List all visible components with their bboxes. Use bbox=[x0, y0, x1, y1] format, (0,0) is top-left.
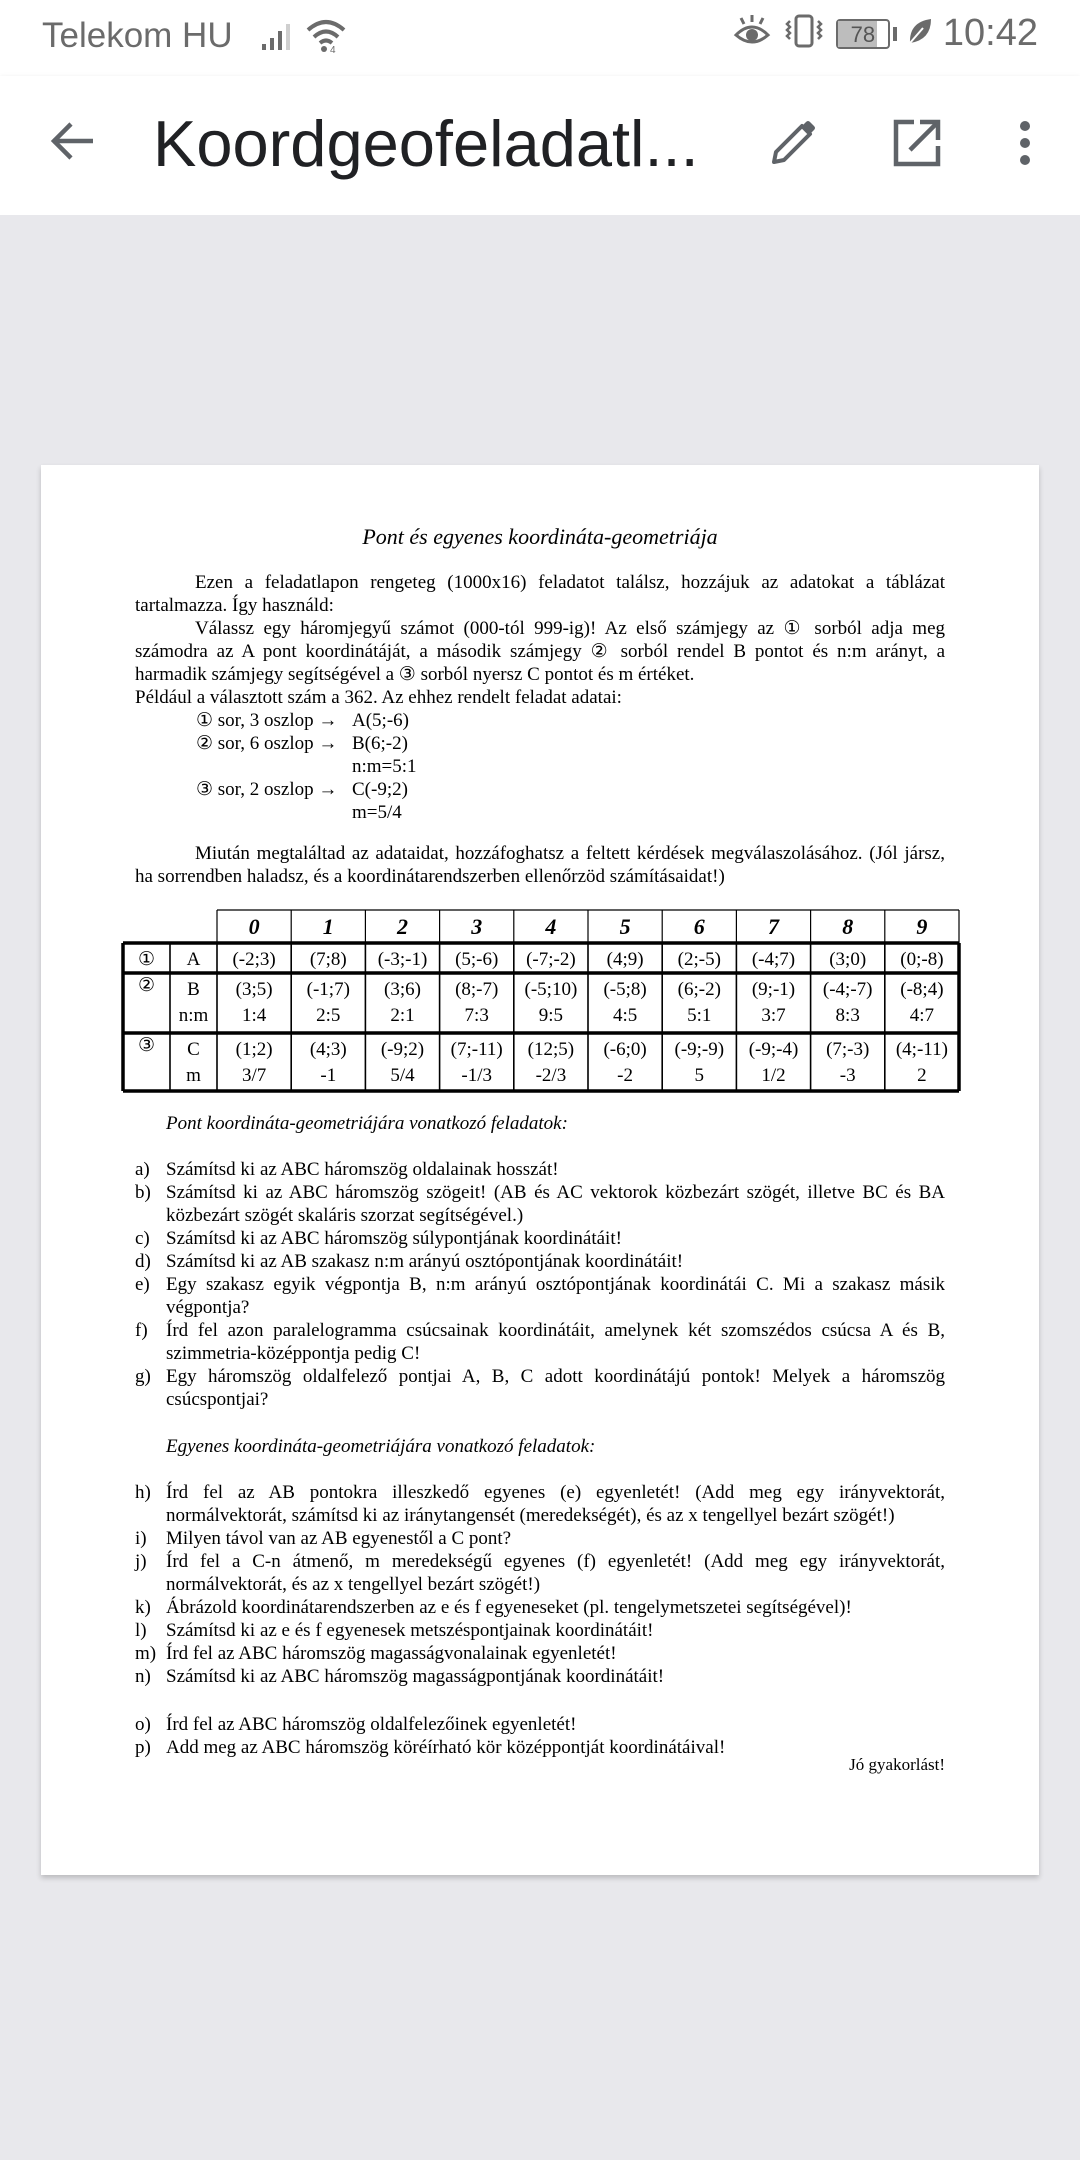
task-text: Számítsd ki az ABC háromszög magasságpontjának koordinátáit! bbox=[166, 1666, 665, 1687]
task-text: Írd fel az ABC háromszög oldalfelezőinek egyenletét! bbox=[166, 1714, 577, 1735]
task-item bbox=[135, 1527, 945, 1550]
table-cell: 8:3 bbox=[835, 1005, 860, 1026]
task-item bbox=[135, 1181, 945, 1227]
task-label: n) bbox=[135, 1666, 151, 1687]
row-marker: ② bbox=[137, 975, 156, 996]
task-text: Számítsd ki az ABC háromszög súlypontjának koordinátáit! bbox=[166, 1228, 622, 1249]
example-list bbox=[196, 709, 417, 824]
table-cell: 2 bbox=[917, 1065, 927, 1086]
task-text: Add meg az ABC háromszög köréírható kör középpontját koordinátáival! bbox=[166, 1737, 726, 1758]
table-cell: (-4;7) bbox=[751, 949, 796, 970]
task-text: Ábrázold koordinátarendszerben az e és f egyeneseket (pl. tengelymetszetei segítségével)! bbox=[166, 1597, 852, 1618]
task-list-extra bbox=[135, 1713, 945, 1759]
table-cell: (7;-11) bbox=[450, 1039, 503, 1060]
table-cell: (-9;-9) bbox=[674, 1039, 725, 1060]
task-text: Számítsd ki az ABC háromszög szögeit! (AB és AC vektorok közbezárt szögét, illetve BC és BA közbezárt szögét skaláris szorzat segítségével.) bbox=[166, 1182, 945, 1226]
task-item bbox=[135, 1736, 945, 1759]
task-label: l) bbox=[135, 1620, 147, 1641]
task-label: f) bbox=[135, 1320, 148, 1341]
status-icons bbox=[732, 12, 1038, 55]
table-cell: (-9;2) bbox=[380, 1039, 425, 1060]
task-label: k) bbox=[135, 1597, 151, 1618]
battery-icon bbox=[836, 19, 897, 49]
column-header: 1 bbox=[322, 914, 334, 939]
example-line: ① sor, 3 oszlop → A(5;-6) bbox=[196, 710, 409, 731]
table-cell: 5:1 bbox=[687, 1005, 712, 1026]
column-header: 2 bbox=[397, 914, 408, 939]
table-cell: 3:7 bbox=[761, 1005, 786, 1026]
table-cell: (-7;-2) bbox=[526, 949, 576, 970]
closing-note: Jó gyakorlást! bbox=[849, 1755, 945, 1774]
task-text: Írd fel azon paralelogramma csúcsainak koordinátáit, amelynek két szomszédos csúcsa A és B, szimmetria-középpontja pedig C! bbox=[166, 1320, 945, 1364]
open-in-new-icon bbox=[892, 118, 942, 173]
task-label: d) bbox=[135, 1251, 151, 1272]
carrier-name: Telekom HU bbox=[42, 16, 233, 55]
example-line: m=5/4 bbox=[352, 802, 402, 823]
task-item bbox=[135, 1713, 945, 1736]
table-cell: 5/4 bbox=[390, 1065, 415, 1086]
task-label: g) bbox=[135, 1366, 151, 1387]
table-cell: (3;6) bbox=[384, 979, 421, 1000]
table-cell: (5;-6) bbox=[455, 949, 499, 970]
task-item bbox=[135, 1642, 945, 1665]
table-cell: 1:4 bbox=[241, 1005, 267, 1026]
task-label: h) bbox=[135, 1482, 151, 1503]
intro-paragraph-1: Ezen a feladatlapon rengeteg (1000x16) feladatot találsz, hozzájuk az adatokat a táblázat tartalmazza. Így használd: bbox=[135, 572, 945, 616]
task-label: p) bbox=[135, 1737, 151, 1758]
task-item bbox=[135, 1250, 945, 1273]
row-marker: ① bbox=[137, 949, 156, 970]
table-cell: 2:1 bbox=[390, 1005, 415, 1026]
task-label: e) bbox=[135, 1274, 150, 1295]
instructions-paragraph: Miután megtaláltad az adataidat, hozzáfoghatsz a feltett kérdések megválaszolásához. (Jól jársz, ha sorrendben haladsz, és a koordinátarendszerben ellenőrzöd számításaidat!) bbox=[135, 843, 945, 887]
battery-level: 78 bbox=[850, 21, 876, 47]
task-text: Írd fel a C-n átmenő, m meredekségű egyenes (f) egyenletét! (Add meg egy irányvektorát, normálvektorát, és az x tengellyel bezárt szögét!) bbox=[166, 1551, 945, 1595]
task-item bbox=[135, 1319, 945, 1365]
document-title: Koordgeofeladatl... bbox=[153, 107, 699, 180]
vibrate-icon bbox=[782, 13, 826, 54]
task-text: Egy szakasz egyik végpontja B, n:m arányú osztópontjának koordinátái C. Mi a szakasz másik végpontja? bbox=[166, 1274, 945, 1318]
power-saving-leaf-icon bbox=[907, 16, 933, 51]
column-header: 9 bbox=[916, 914, 928, 939]
table-cell: 1/2 bbox=[761, 1065, 786, 1086]
column-header: 0 bbox=[248, 914, 260, 939]
task-text: Milyen távol van az AB egyenestől a C pont? bbox=[166, 1528, 512, 1549]
row-label: n:m bbox=[178, 1005, 209, 1026]
example-line: ③ sor, 2 oszlop → C(-9;2) bbox=[196, 779, 408, 800]
table-cell: (-6;0) bbox=[603, 1039, 647, 1060]
task-label: b) bbox=[135, 1182, 151, 1203]
task-item bbox=[135, 1665, 945, 1688]
eye-comfort-icon bbox=[732, 13, 772, 54]
table-cell: 2:5 bbox=[316, 1005, 341, 1026]
clock: 10:42 bbox=[942, 12, 1038, 54]
table-cell: (4;-11) bbox=[895, 1039, 948, 1060]
edit-button[interactable] bbox=[760, 112, 826, 178]
more-vert-icon bbox=[1018, 120, 1032, 171]
table-cell: (9;-1) bbox=[751, 979, 796, 1000]
status-bar bbox=[0, 0, 1080, 76]
table-cell: (-5;8) bbox=[603, 979, 647, 1000]
table-cell: (-8;4) bbox=[900, 979, 944, 1000]
task-text: Egy háromszög oldalfelező pontjai A, B, C adott koordinátájú pontok! Melyek a háromszög csúcspontjai? bbox=[166, 1366, 945, 1410]
table-cell: (3;0) bbox=[829, 949, 867, 970]
task-list-line bbox=[135, 1481, 945, 1688]
table-cell: (8;-7) bbox=[455, 979, 499, 1000]
more-options-button[interactable] bbox=[1000, 112, 1050, 178]
table-cell: 4:7 bbox=[909, 1005, 935, 1026]
table-cell: -1/3 bbox=[461, 1065, 493, 1086]
task-label: a) bbox=[135, 1159, 150, 1180]
task-item bbox=[135, 1273, 945, 1319]
document-page[interactable] bbox=[41, 465, 1039, 1875]
open-with-button[interactable] bbox=[884, 112, 950, 178]
task-list-point bbox=[135, 1158, 945, 1411]
table-cell: (4;3) bbox=[309, 1039, 347, 1060]
table-cell: 3/7 bbox=[241, 1065, 267, 1086]
table-cell: (2;-5) bbox=[677, 949, 721, 970]
task-text: Számítsd ki az AB szakasz n:m arányú osztópontjának koordinátáit! bbox=[166, 1251, 684, 1272]
table-cell: 7:3 bbox=[464, 1005, 489, 1026]
table-cell: (4;9) bbox=[606, 949, 644, 970]
task-item bbox=[135, 1227, 945, 1250]
task-item bbox=[135, 1619, 945, 1642]
task-item bbox=[135, 1596, 945, 1619]
task-item bbox=[135, 1365, 945, 1411]
row-label: A bbox=[186, 949, 201, 970]
table-cell: (-4;-7) bbox=[822, 979, 873, 1000]
table-cell: (-9;-4) bbox=[748, 1039, 799, 1060]
section-title-line: Egyenes koordináta-geometriájára vonatkozó feladatok: bbox=[166, 1436, 596, 1457]
table-cell: -3 bbox=[839, 1065, 856, 1086]
data-table bbox=[123, 908, 963, 1086]
app-bar bbox=[0, 76, 1080, 215]
table-cell: -1 bbox=[320, 1065, 337, 1086]
wifi-icon bbox=[305, 18, 347, 59]
document-heading: Pont és egyenes koordináta-geometriája bbox=[362, 524, 718, 549]
example-line: ② sor, 6 oszlop → B(6;-2) bbox=[196, 733, 408, 754]
intro-paragraph-3: Például a választott szám a 362. Az ehhez rendelt feladat adatai: bbox=[135, 687, 622, 708]
column-header: 5 bbox=[619, 914, 631, 939]
row-marker: ③ bbox=[137, 1035, 156, 1056]
task-item bbox=[135, 1158, 945, 1181]
table-cell: (-3;-1) bbox=[377, 949, 428, 970]
row-label: C bbox=[187, 1039, 200, 1060]
table-cell: (-5;10) bbox=[524, 979, 578, 1000]
table-cell: 9:5 bbox=[538, 1005, 564, 1026]
table-cell: -2 bbox=[617, 1065, 634, 1086]
svg-text:4: 4 bbox=[330, 45, 336, 56]
table-cell: (3;5) bbox=[235, 979, 273, 1000]
column-header: 7 bbox=[768, 914, 779, 939]
column-header: 8 bbox=[842, 914, 854, 939]
task-label: j) bbox=[135, 1551, 147, 1572]
row-label: m bbox=[186, 1065, 201, 1086]
table-cell: (7;8) bbox=[309, 949, 347, 970]
table-cell: (12;5) bbox=[527, 1039, 575, 1060]
task-label: i) bbox=[135, 1528, 147, 1549]
table-cell: 5 bbox=[694, 1065, 705, 1086]
task-text: Írd fel az ABC háromszög magasságvonalainak egyenletét! bbox=[166, 1643, 617, 1664]
example-line: n:m=5:1 bbox=[352, 756, 417, 777]
back-button[interactable] bbox=[42, 113, 102, 173]
task-label: m) bbox=[135, 1643, 157, 1664]
column-header: 6 bbox=[693, 914, 705, 939]
task-text: Számítsd ki az e és f egyenesek metszéspontjainak koordinátáit! bbox=[166, 1620, 654, 1641]
task-text: Számítsd ki az ABC háromszög oldalainak hosszát! bbox=[166, 1159, 559, 1180]
table-cell: (-1;7) bbox=[306, 979, 350, 1000]
column-header: 4 bbox=[545, 914, 557, 939]
task-label: o) bbox=[135, 1714, 151, 1735]
task-text: Írd fel az AB pontokra illeszkedő egyenes (e) egyenletét! (Add meg egy irányvektorát, normálvektorát, számítsd ki az iránytangensét (meredekségét), és az x tengellyel bezárt szögét!) bbox=[166, 1482, 945, 1526]
table-cell: (6;-2) bbox=[677, 979, 721, 1000]
task-item bbox=[135, 1550, 945, 1596]
table-cell: 4:5 bbox=[612, 1005, 638, 1026]
intro-paragraph-2: Válassz egy háromjegyű számot (000-tól 999-ig)! Az első számjegy az ① sorból adja meg számodra az A pont koordinátáját, a második számjegy ② sorból rendel B pontot és n:m arányt, a harmadik számjegy segítségével a ③ sorból nyersz C pontot és m értéket. bbox=[135, 618, 945, 685]
column-header: 3 bbox=[471, 914, 483, 939]
task-label: c) bbox=[135, 1228, 150, 1249]
table-cell: (7;-3) bbox=[826, 1039, 870, 1060]
arrow-back-icon bbox=[49, 121, 95, 166]
table-cell: (1;2) bbox=[235, 1039, 273, 1060]
table-cell: -2/3 bbox=[535, 1065, 567, 1086]
pencil-icon bbox=[768, 118, 818, 173]
table-cell: (-2;3) bbox=[232, 949, 276, 970]
row-label: B bbox=[187, 979, 200, 1000]
task-item bbox=[135, 1481, 945, 1527]
table-cell: (0;-8) bbox=[900, 949, 944, 970]
signal-icon bbox=[260, 22, 300, 57]
section-title-point: Pont koordináta-geometriájára vonatkozó feladatok: bbox=[166, 1113, 568, 1134]
